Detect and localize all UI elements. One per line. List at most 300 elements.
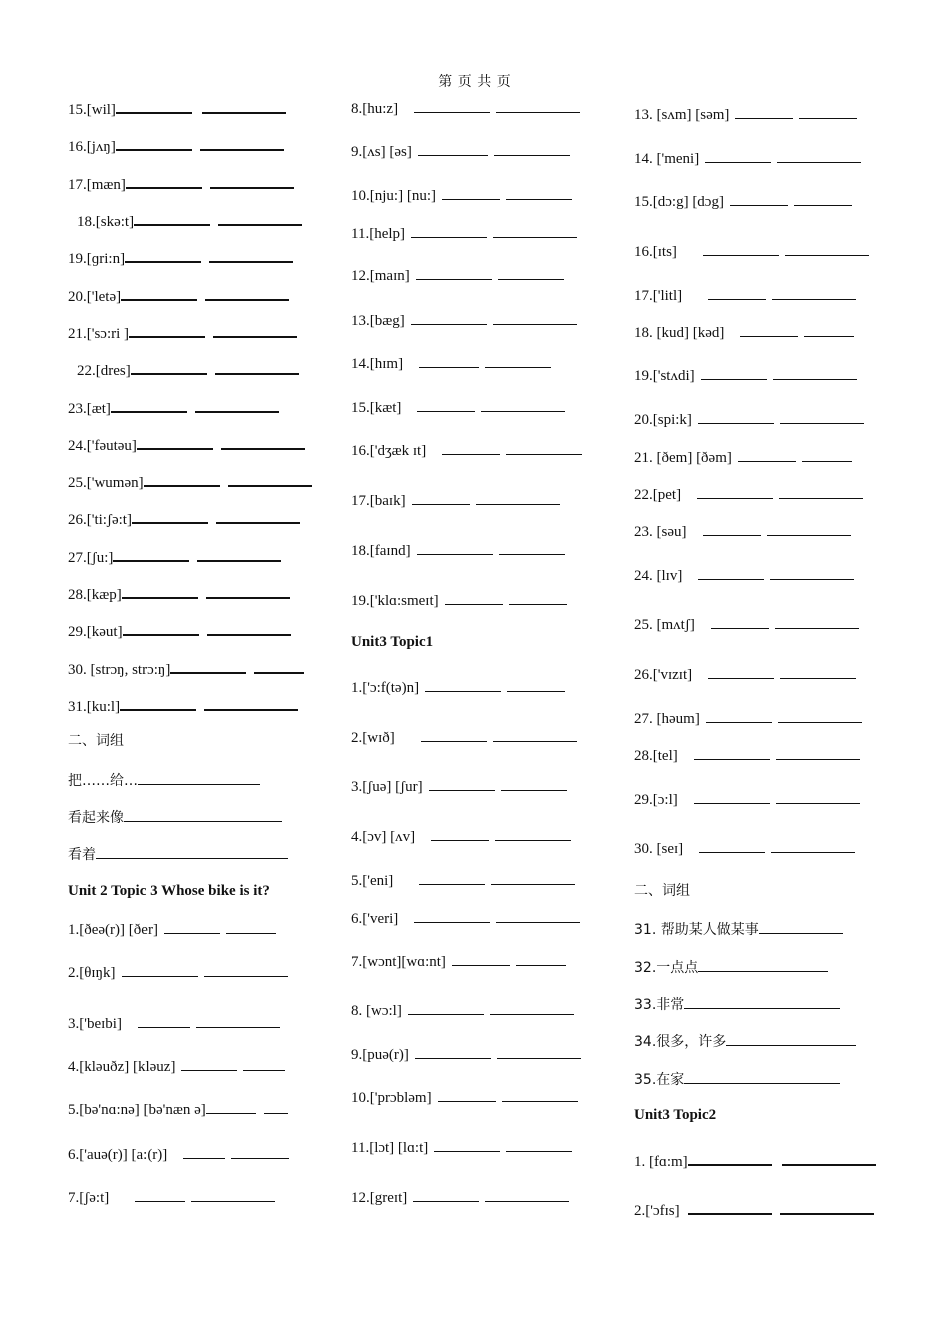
- prompt-text: 18.[faɪnd]: [351, 543, 411, 559]
- answer-blank[interactable]: [490, 1000, 574, 1015]
- exercise-item: [68, 1187, 275, 1207]
- answer-blank[interactable]: [694, 745, 770, 760]
- prompt-text: 12.[maɪn]: [351, 268, 410, 284]
- prompt-text: 19.['stʌdi]: [634, 368, 695, 384]
- exercise-item: [68, 770, 260, 790]
- prompt-text: 35.在家: [634, 1072, 685, 1088]
- exercise-item: [68, 546, 281, 567]
- exercise-item: [68, 658, 304, 679]
- exercise-item: [68, 471, 312, 492]
- prompt-text: 19.['klɑ:smeɪt]: [351, 593, 439, 609]
- answer-blank[interactable]: [243, 1056, 285, 1071]
- prompt-text: 28.[kæp]: [68, 587, 122, 603]
- answer-blank[interactable]: [776, 745, 860, 760]
- answer-blank[interactable]: [701, 365, 767, 380]
- answer-blank[interactable]: [775, 614, 859, 629]
- prompt-text: 28.[tel]: [634, 748, 678, 764]
- answer-blank[interactable]: [205, 285, 289, 301]
- prompt-text: 16.[ɪts]: [634, 244, 677, 260]
- exercise-item: [351, 870, 575, 890]
- answer-blank[interactable]: [418, 141, 488, 156]
- exercise-item: [634, 957, 828, 977]
- answer-blank[interactable]: [485, 353, 551, 368]
- exercise-item: [68, 919, 276, 939]
- answer-blank[interactable]: [431, 826, 489, 841]
- prompt-text: 26.['ti:ʃə:t]: [68, 512, 132, 528]
- prompt-text: 17.['litl]: [634, 288, 683, 304]
- prompt-text: 16.[jʌŋ]: [68, 139, 116, 155]
- answer-blank[interactable]: [780, 409, 864, 424]
- answer-blank[interactable]: [799, 104, 857, 119]
- exercise-item: [634, 789, 860, 809]
- exercise-item: [68, 1144, 289, 1164]
- answer-blank[interactable]: [210, 173, 294, 189]
- exercise-item: [68, 98, 286, 119]
- answer-blank[interactable]: [122, 962, 198, 977]
- answer-blank[interactable]: [164, 919, 220, 934]
- exercise-item: [351, 1087, 578, 1107]
- prompt-text: 16.['dʒæk ɪt]: [351, 443, 427, 459]
- answer-blank[interactable]: [408, 1000, 484, 1015]
- answer-blank[interactable]: [122, 583, 198, 599]
- answer-blank[interactable]: [493, 310, 577, 325]
- exercise-item: [68, 285, 289, 306]
- prompt-text: 24.['fəutəu]: [68, 438, 137, 454]
- prompt-text: 24. [lɪv]: [634, 568, 683, 584]
- answer-blank[interactable]: [772, 285, 856, 300]
- exercise-item: [68, 322, 297, 343]
- exercise-item: [68, 1099, 288, 1119]
- answer-blank[interactable]: [501, 776, 567, 791]
- answer-blank[interactable]: [264, 1099, 288, 1114]
- exercise-item: [351, 223, 577, 243]
- answer-blank[interactable]: [414, 98, 490, 113]
- answer-blank[interactable]: [740, 322, 798, 337]
- prompt-text: 15.[kæt]: [351, 400, 402, 416]
- answer-blank[interactable]: [197, 546, 281, 562]
- section-label: [68, 732, 124, 750]
- prompt-text: 8.[hu:z]: [351, 101, 399, 117]
- answer-blank[interactable]: [802, 447, 852, 462]
- answer-blank[interactable]: [493, 223, 577, 238]
- prompt-text: 20.[spi:k]: [634, 412, 692, 428]
- exercise-item: [634, 409, 864, 429]
- exercise-item: [634, 322, 854, 342]
- answer-blank[interactable]: [429, 776, 495, 791]
- exercise-item: [68, 434, 305, 455]
- answer-blank[interactable]: [494, 141, 570, 156]
- answer-blank[interactable]: [215, 359, 299, 375]
- answer-blank[interactable]: [442, 185, 500, 200]
- answer-blank[interactable]: [497, 1044, 581, 1059]
- prompt-text: 20.['letə]: [68, 289, 122, 305]
- exercise-item: [634, 1069, 840, 1089]
- answer-blank[interactable]: [144, 471, 220, 487]
- prompt-text: 10.['prɔbləm]: [351, 1090, 432, 1106]
- exercise-item: [68, 695, 298, 716]
- answer-blank[interactable]: [507, 677, 565, 692]
- prompt-text: 19.[ɡri:n]: [68, 251, 126, 267]
- prompt-text: 二、词组: [68, 733, 124, 749]
- answer-blank[interactable]: [204, 962, 288, 977]
- answer-blank[interactable]: [767, 521, 851, 536]
- answer-blank[interactable]: [777, 148, 861, 163]
- prompt-text: 12.[greɪt]: [351, 1190, 408, 1206]
- answer-blank[interactable]: [116, 98, 192, 114]
- answer-blank[interactable]: [442, 440, 500, 455]
- prompt-text: 3.['beɪbi]: [68, 1016, 122, 1032]
- prompt-text: 2.[wɪð]: [351, 730, 395, 746]
- answer-blank[interactable]: [506, 185, 572, 200]
- answer-blank[interactable]: [759, 919, 843, 934]
- exercise-item: [351, 1000, 574, 1020]
- answer-blank[interactable]: [132, 508, 208, 524]
- answer-blank[interactable]: [735, 104, 793, 119]
- prompt-text: 1.[ðeə(r)] [ðer]: [68, 922, 158, 938]
- answer-blank[interactable]: [684, 994, 840, 1009]
- exercise-item: [68, 135, 284, 156]
- prompt-text: 31. 帮助某人做某事: [634, 922, 759, 938]
- exercise-item: [634, 447, 852, 467]
- answer-blank[interactable]: [411, 223, 487, 238]
- exercise-item: [634, 664, 856, 684]
- exercise-item: [634, 148, 861, 168]
- answer-blank[interactable]: [413, 1187, 479, 1202]
- answer-blank[interactable]: [506, 440, 582, 455]
- prompt-text: 18. [kud] [kəd]: [634, 325, 725, 341]
- exercise-item: [68, 807, 282, 827]
- exercise-item: [68, 844, 288, 864]
- prompt-text: 33.非常: [634, 997, 685, 1013]
- exercise-item: [68, 1056, 285, 1076]
- exercise-item: [77, 210, 302, 231]
- answer-blank[interactable]: [124, 807, 282, 822]
- exercise-item: [634, 838, 855, 858]
- exercise-item: [634, 708, 862, 728]
- answer-blank[interactable]: [730, 191, 788, 206]
- exercise-item: [351, 1187, 569, 1207]
- answer-blank[interactable]: [445, 590, 503, 605]
- prompt-text: 二、词组: [634, 883, 690, 899]
- answer-blank[interactable]: [138, 1013, 190, 1028]
- prompt-text: 2.[θɪŋk]: [68, 965, 116, 981]
- answer-blank[interactable]: [226, 919, 276, 934]
- answer-blank[interactable]: [773, 365, 857, 380]
- prompt-text: 看起来像: [68, 810, 124, 826]
- answer-blank[interactable]: [228, 471, 312, 487]
- answer-blank[interactable]: [417, 397, 475, 412]
- prompt-text: 27. [həum]: [634, 711, 700, 727]
- section-heading: [351, 633, 433, 651]
- exercise-item: [351, 590, 567, 610]
- answer-blank[interactable]: [688, 1150, 772, 1166]
- prompt-text: 29.[ɔ:l]: [634, 792, 678, 808]
- prompt-text: 32.一点点: [634, 960, 699, 976]
- answer-blank[interactable]: [502, 1087, 578, 1102]
- answer-blank[interactable]: [195, 397, 279, 413]
- prompt-text: 25.['wumən]: [68, 475, 144, 491]
- answer-blank[interactable]: [202, 98, 286, 114]
- answer-blank[interactable]: [221, 434, 305, 450]
- prompt-text: 看着: [68, 847, 96, 863]
- answer-blank[interactable]: [485, 1187, 569, 1202]
- exercise-item: [634, 919, 843, 939]
- prompt-text: 1.['ɔ:f(tə)n]: [351, 680, 420, 696]
- answer-blank[interactable]: [419, 870, 485, 885]
- answer-blank[interactable]: [213, 322, 297, 338]
- prompt-text: 7.[wɔnt][wɑ:nt]: [351, 954, 446, 970]
- exercise-item: [68, 620, 291, 641]
- answer-blank[interactable]: [137, 434, 213, 450]
- answer-blank[interactable]: [780, 1199, 874, 1215]
- answer-blank[interactable]: [698, 565, 764, 580]
- exercise-item: [351, 908, 580, 928]
- heading-text: Unit 2 Topic 3 Whose bike is it?: [68, 883, 270, 899]
- answer-blank[interactable]: [126, 173, 202, 189]
- exercise-item: [68, 962, 288, 982]
- answer-blank[interactable]: [708, 285, 766, 300]
- prompt-text: 4.[kləuðz] [kləuz]: [68, 1059, 176, 1075]
- exercise-item: [634, 1150, 876, 1171]
- exercise-item: [351, 1137, 572, 1157]
- prompt-text: 21.['sɔ:ri ]: [68, 326, 130, 342]
- exercise-item: [634, 994, 840, 1014]
- exercise-item: [351, 951, 566, 971]
- answer-blank[interactable]: [216, 508, 300, 524]
- prompt-text: 14.[hɪm]: [351, 356, 404, 372]
- answer-blank[interactable]: [138, 770, 260, 785]
- answer-blank[interactable]: [121, 285, 197, 301]
- exercise-item: [351, 185, 572, 205]
- exercise-item: [68, 247, 293, 268]
- answer-blank[interactable]: [794, 191, 852, 206]
- exercise-item: [351, 141, 570, 161]
- answer-blank[interactable]: [414, 908, 490, 923]
- answer-blank[interactable]: [452, 951, 510, 966]
- answer-blank[interactable]: [438, 1087, 496, 1102]
- prompt-text: 2.['ɔfɪs]: [634, 1203, 680, 1219]
- answer-blank[interactable]: [785, 241, 869, 256]
- exercise-item: [68, 583, 290, 604]
- answer-blank[interactable]: [231, 1144, 289, 1159]
- answer-blank[interactable]: [131, 359, 207, 375]
- exercise-item: [351, 98, 580, 118]
- answer-blank[interactable]: [134, 210, 210, 226]
- answer-blank[interactable]: [421, 727, 487, 742]
- answer-blank[interactable]: [688, 1199, 772, 1215]
- prompt-text: 13.[bæg]: [351, 313, 405, 329]
- answer-blank[interactable]: [778, 708, 862, 723]
- prompt-text: 29.[kəut]: [68, 624, 123, 640]
- answer-blank[interactable]: [782, 1150, 876, 1166]
- answer-blank[interactable]: [129, 322, 205, 338]
- exercise-item: [634, 484, 863, 504]
- exercise-item: [351, 397, 565, 417]
- answer-blank[interactable]: [491, 870, 575, 885]
- answer-blank[interactable]: [498, 265, 564, 280]
- answer-blank[interactable]: [711, 614, 769, 629]
- answer-blank[interactable]: [496, 908, 580, 923]
- heading-text: Unit3 Topic2: [634, 1107, 717, 1123]
- answer-blank[interactable]: [415, 1044, 491, 1059]
- answer-blank[interactable]: [726, 1031, 856, 1046]
- answer-blank[interactable]: [125, 247, 201, 263]
- answer-blank[interactable]: [706, 708, 772, 723]
- answer-blank[interactable]: [209, 247, 293, 263]
- answer-blank[interactable]: [183, 1144, 225, 1159]
- exercise-item: [634, 241, 869, 261]
- answer-blank[interactable]: [218, 210, 302, 226]
- answer-blank[interactable]: [191, 1187, 275, 1202]
- exercise-item: [634, 285, 856, 305]
- answer-blank[interactable]: [495, 826, 571, 841]
- exercise-item: [351, 353, 551, 373]
- answer-blank[interactable]: [770, 565, 854, 580]
- exercise-item: [68, 1013, 280, 1033]
- prompt-text: 23. [səu]: [634, 524, 687, 540]
- prompt-text: 11.[lɔt] [lɑ:t]: [351, 1140, 429, 1156]
- exercise-item: [351, 776, 567, 796]
- answer-blank[interactable]: [697, 484, 773, 499]
- prompt-text: 13. [sʌm] [səm]: [634, 107, 730, 123]
- answer-blank[interactable]: [207, 620, 291, 636]
- exercise-item: [351, 265, 564, 285]
- prompt-text: 9.[ʌs] [əs]: [351, 144, 412, 160]
- prompt-text: 9.[puə(r)]: [351, 1047, 409, 1063]
- prompt-text: 4.[ɔv] [ʌv]: [351, 829, 416, 845]
- answer-blank[interactable]: [425, 677, 501, 692]
- exercise-item: [634, 565, 854, 585]
- answer-blank[interactable]: [204, 695, 298, 711]
- answer-blank[interactable]: [135, 1187, 185, 1202]
- answer-blank[interactable]: [419, 353, 479, 368]
- heading-text: Unit3 Topic1: [351, 634, 434, 650]
- page-header: 第 页 共 页: [438, 75, 512, 90]
- answer-blank[interactable]: [170, 658, 246, 674]
- prompt-text: 3.[ʃuə] [ʃur]: [351, 779, 423, 795]
- exercise-item: [634, 365, 857, 385]
- exercise-item: [351, 440, 582, 460]
- answer-blank[interactable]: [694, 789, 770, 804]
- exercise-item: [68, 508, 300, 529]
- exercise-item: [351, 540, 565, 560]
- answer-blank[interactable]: [516, 951, 566, 966]
- prompt-text: 8. [wɔ:l]: [351, 1003, 402, 1019]
- exercise-item: [77, 359, 299, 380]
- answer-blank[interactable]: [123, 620, 199, 636]
- prompt-text: 1. [fɑ:m]: [634, 1154, 688, 1170]
- exercise-item: [634, 521, 851, 541]
- prompt-text: 23.[æt]: [68, 401, 111, 417]
- exercise-item: [351, 1044, 581, 1064]
- answer-blank[interactable]: [496, 98, 580, 113]
- answer-blank[interactable]: [476, 490, 560, 505]
- prompt-text: 6.['auə(r)] [a:(r)]: [68, 1147, 168, 1163]
- exercise-item: [634, 614, 859, 634]
- exercise-item: [351, 677, 565, 697]
- exercise-item: [634, 1031, 856, 1051]
- section-label: [634, 882, 690, 900]
- prompt-text: 把……给…: [68, 773, 138, 789]
- answer-blank[interactable]: [412, 490, 470, 505]
- prompt-text: 18.[skə:t]: [77, 214, 135, 230]
- prompt-text: 7.[ʃə:t]: [68, 1190, 110, 1206]
- answer-blank[interactable]: [434, 1137, 500, 1152]
- exercise-item: [634, 1199, 874, 1220]
- exercise-item: [68, 397, 279, 418]
- section-heading: [68, 882, 270, 900]
- prompt-text: 11.[help]: [351, 226, 406, 242]
- answer-blank[interactable]: [200, 135, 284, 151]
- prompt-text: 22.[pet]: [634, 487, 682, 503]
- prompt-text: 31.[ku:l]: [68, 699, 121, 715]
- answer-blank[interactable]: [181, 1056, 237, 1071]
- prompt-text: 34.很多，许多: [634, 1034, 727, 1050]
- prompt-text: 14. ['meni]: [634, 151, 700, 167]
- answer-blank[interactable]: [96, 844, 288, 859]
- answer-blank[interactable]: [206, 583, 290, 599]
- answer-blank[interactable]: [416, 265, 492, 280]
- exercise-item: [351, 310, 577, 330]
- answer-blank[interactable]: [708, 664, 774, 679]
- answer-blank[interactable]: [780, 664, 856, 679]
- answer-blank[interactable]: [113, 546, 189, 562]
- prompt-text: 30. [seɪ]: [634, 841, 684, 857]
- answer-blank[interactable]: [771, 838, 855, 853]
- prompt-text: 26.['vɪzɪt]: [634, 667, 693, 683]
- exercise-item: [634, 104, 857, 124]
- exercise-item: [351, 727, 577, 747]
- prompt-text: 22.[dres]: [77, 363, 131, 379]
- answer-blank[interactable]: [705, 148, 771, 163]
- prompt-text: 30. [strɔŋ, strɔ:ŋ]: [68, 662, 171, 678]
- answer-blank[interactable]: [699, 838, 765, 853]
- answer-blank[interactable]: [196, 1013, 280, 1028]
- answer-blank[interactable]: [703, 521, 761, 536]
- exercise-item: [351, 490, 560, 510]
- answer-blank[interactable]: [116, 135, 192, 151]
- exercise-item: [634, 191, 852, 211]
- answer-blank[interactable]: [493, 727, 577, 742]
- prompt-text: 17.[baɪk]: [351, 493, 406, 509]
- prompt-text: 5.[bə'nɑ:nə] [bə'næn ə]: [68, 1102, 206, 1118]
- answer-blank[interactable]: [776, 789, 860, 804]
- prompt-text: 21. [ðem] [ðəm]: [634, 450, 732, 466]
- prompt-text: 15.[dɔ:g] [dɔg]: [634, 194, 724, 210]
- answer-blank[interactable]: [698, 957, 828, 972]
- prompt-text: 25. [mʌtʃ]: [634, 617, 695, 633]
- answer-blank[interactable]: [499, 540, 565, 555]
- answer-blank[interactable]: [506, 1137, 572, 1152]
- answer-blank[interactable]: [254, 658, 304, 674]
- answer-blank[interactable]: [779, 484, 863, 499]
- answer-blank[interactable]: [698, 409, 774, 424]
- prompt-text: 6.['veri]: [351, 911, 399, 927]
- prompt-text: 10.[nju:] [nu:]: [351, 188, 436, 204]
- answer-blank[interactable]: [111, 397, 187, 413]
- answer-blank[interactable]: [703, 241, 779, 256]
- answer-blank[interactable]: [417, 540, 493, 555]
- prompt-text: 5.['eni]: [351, 873, 394, 889]
- answer-blank[interactable]: [481, 397, 565, 412]
- answer-blank[interactable]: [206, 1099, 256, 1114]
- answer-blank[interactable]: [738, 447, 796, 462]
- answer-blank[interactable]: [509, 590, 567, 605]
- answer-blank[interactable]: [120, 695, 196, 711]
- answer-blank[interactable]: [411, 310, 487, 325]
- answer-blank[interactable]: [804, 322, 854, 337]
- answer-blank[interactable]: [684, 1069, 840, 1084]
